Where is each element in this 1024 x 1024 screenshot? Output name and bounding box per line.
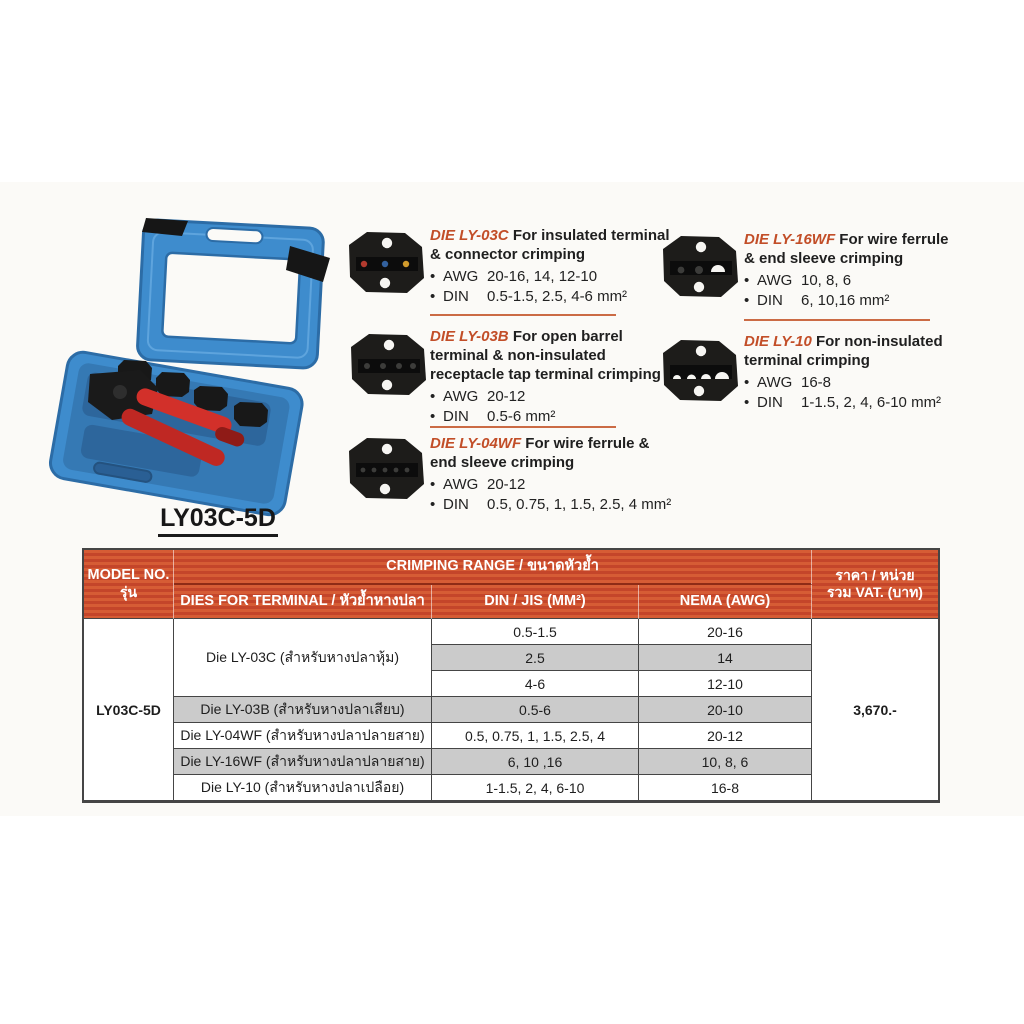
din-cell: 6, 10 ,16 [432, 749, 639, 775]
divider-line [744, 319, 930, 321]
die-photo-ly03b [348, 332, 430, 398]
header-crimping-range: CRIMPING RANGE / ขนาดหัวย้ำ [174, 550, 812, 585]
die-block-ly16wf [744, 230, 962, 310]
die-desc: For non-insulated terminal crimping [744, 333, 943, 369]
die-awg-row: • AWG 20-16, 14, 12-10 [430, 267, 672, 286]
header-model: MODEL NO. รุ่น [84, 550, 174, 619]
die-title: DIE LY-16WF [744, 231, 836, 248]
die-photo-ly10 [660, 338, 742, 404]
die-din-row: • DIN 0.5, 0.75, 1, 1.5, 2.5, 4 mm² [430, 495, 672, 514]
header-price: ราคา / หน่วย รวม VAT. (บาท) [812, 550, 938, 619]
die-din-row: • DIN 0.5-1.5, 2.5, 4-6 mm² [430, 287, 672, 306]
dies-cell: Die LY-03B (สำหรับหางปลาเสียบ) [174, 697, 432, 723]
din-cell: 0.5-6 [432, 697, 639, 723]
die-awg-row: • AWG 20-12 [430, 387, 672, 406]
header-din-jis: DIN / JIS (MM²) [432, 585, 639, 619]
model-cell: LY03C-5D [84, 619, 174, 801]
die-awg-row: • AWG 16-8 [744, 373, 962, 392]
die-desc: For wire ferrule & end sleeve crimping [430, 435, 650, 471]
din-cell: 1-1.5, 2, 4, 6-10 [432, 775, 639, 801]
dies-cell: Die LY-03C (สำหรับหางปลาหุ้ม) [174, 619, 432, 697]
dies-cell: Die LY-10 (สำหรับหางปลาเปลือย) [174, 775, 432, 801]
die-awg-row: • AWG 20-12 [430, 475, 672, 494]
dies-cell: Die LY-04WF (สำหรับหางปลาปลายสาย) [174, 723, 432, 749]
die-block-ly10 [744, 332, 962, 412]
die-block-ly03b [430, 327, 672, 426]
nema-cell: 16-8 [639, 775, 812, 801]
nema-cell: 20-16 [639, 619, 812, 645]
die-photo-ly03c [346, 230, 428, 296]
divider-line [430, 314, 616, 316]
din-cell: 4-6 [432, 671, 639, 697]
die-block-ly03c [430, 226, 672, 306]
price-cell: 3,670.- [812, 619, 938, 801]
din-cell: 0.5-1.5 [432, 619, 639, 645]
nema-cell: 10, 8, 6 [639, 749, 812, 775]
die-title: DIE LY-03C [430, 227, 509, 244]
die-awg-row: • AWG 10, 8, 6 [744, 271, 962, 290]
die-din-row: • DIN 0.5-6 mm² [430, 407, 672, 426]
din-cell: 2.5 [432, 645, 639, 671]
product-photo [40, 212, 340, 532]
header-nema-awg: NEMA (AWG) [639, 585, 812, 619]
die-photo-ly04wf [346, 436, 428, 502]
nema-cell: 12-10 [639, 671, 812, 697]
model-label: LY03C-5D [148, 504, 288, 537]
die-block-ly04wf [430, 434, 672, 514]
die-title: DIE LY-10 [744, 333, 812, 350]
die-photo-ly16wf [660, 234, 742, 300]
nema-cell: 20-10 [639, 697, 812, 723]
die-desc: For open barrel terminal & non-insulated receptacle tap terminal crimping [430, 328, 661, 383]
header-dies-for-terminal: DIES FOR TERMINAL / หัวย้ำหางปลา [174, 585, 432, 619]
divider-line [430, 426, 616, 428]
die-title: DIE LY-03B [430, 328, 509, 345]
die-title: DIE LY-04WF [430, 435, 522, 452]
nema-cell: 14 [639, 645, 812, 671]
die-din-row: • DIN 1-1.5, 2, 4, 6-10 mm² [744, 393, 962, 412]
die-din-row: • DIN 6, 10,16 mm² [744, 291, 962, 310]
dies-cell: Die LY-16WF (สำหรับหางปลาปลายสาย) [174, 749, 432, 775]
die-desc: For wire ferrule & end sleeve crimping [744, 231, 949, 267]
spec-table [82, 548, 940, 803]
din-cell: 0.5, 0.75, 1, 1.5, 2.5, 4 [432, 723, 639, 749]
nema-cell: 20-12 [639, 723, 812, 749]
die-desc: For insulated terminal & connector crimping [430, 227, 670, 263]
case-lid [137, 219, 324, 368]
